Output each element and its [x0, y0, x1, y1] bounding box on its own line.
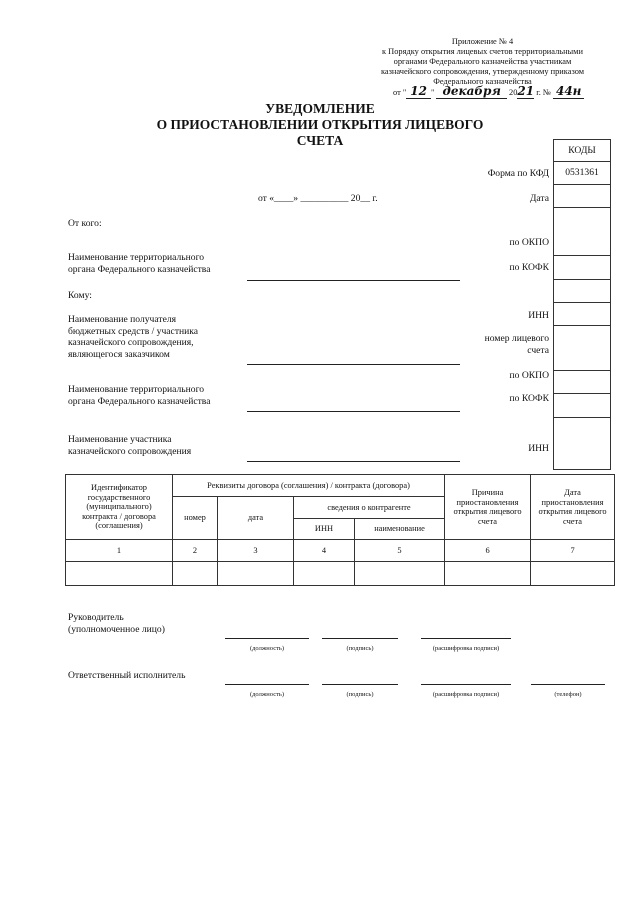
- label-head: [68, 612, 165, 635]
- label-account-l2: счета: [527, 344, 549, 356]
- exec-decode-field[interactable]: [421, 684, 511, 685]
- label-executor: Ответственный исполнитель: [68, 670, 186, 681]
- caption-phone: (телефон): [554, 691, 582, 698]
- code-kofk-1: [554, 256, 611, 280]
- table-row: [66, 562, 615, 586]
- th-date: дата: [218, 497, 294, 540]
- field-participant[interactable]: [247, 461, 460, 462]
- contracts-table: [65, 474, 615, 586]
- order-year-prefix: 20: [509, 88, 518, 97]
- appendix-line: органами Федерального казначейства участникам: [393, 57, 572, 66]
- head-position-field[interactable]: [225, 638, 309, 639]
- code-kofk-2: [554, 394, 611, 418]
- codes-table: [553, 139, 611, 470]
- th-identifier: Идентификатор государственного (муниципального) контракта / договора (соглашения): [66, 475, 173, 540]
- label-account-l1: номер лицевого: [484, 333, 549, 344]
- th-requisites: Реквизиты договора (соглашения) / контракта (договора): [173, 475, 445, 497]
- code-inn-1: [554, 303, 611, 326]
- label-recipient: [68, 314, 198, 360]
- th-name: наименование: [355, 519, 445, 540]
- col-number: 1: [66, 540, 173, 562]
- caption-position: (должность): [249, 691, 285, 698]
- exec-position-field[interactable]: [225, 684, 309, 685]
- th-inn: ИНН: [294, 519, 355, 540]
- code-date: [554, 185, 611, 208]
- order-year: 21: [517, 84, 535, 98]
- col-number: 2: [173, 540, 218, 562]
- exec-phone-field[interactable]: [531, 684, 605, 685]
- label-from: От кого:: [68, 218, 102, 229]
- table-cell[interactable]: [531, 562, 615, 586]
- label-treasury-1-l1: Наименование территориального: [68, 252, 205, 263]
- appendix-title: Приложение № 4: [451, 37, 514, 46]
- label-kofk-2: по КОФК: [509, 393, 549, 404]
- col-number: 4: [294, 540, 355, 562]
- order-month: декабря: [436, 84, 506, 99]
- th-contractor: сведения о контрагенте: [294, 497, 445, 519]
- label-okpo-2: по ОКПО: [509, 370, 549, 381]
- th-number: номер: [173, 497, 218, 540]
- label-head-l2: (уполномоченное лицо): [68, 623, 165, 635]
- codes-header: КОДЫ: [554, 140, 611, 162]
- caption-decode: (расшифровка подписи): [432, 691, 500, 698]
- table-cell[interactable]: [173, 562, 218, 586]
- label-head-l1: Руководитель: [68, 612, 124, 623]
- label-participant-l2: казначейского сопровождения: [68, 445, 192, 457]
- label-inn-2: ИНН: [528, 443, 549, 454]
- table-cell[interactable]: [294, 562, 355, 586]
- exec-signature-field[interactable]: [322, 684, 398, 685]
- label-participant: [68, 434, 191, 457]
- label-recipient-l3: казначейского сопровождения,: [68, 337, 194, 348]
- page-title: [150, 101, 490, 149]
- label-treasury-1: [68, 252, 210, 275]
- appendix-line: Федерального казначейства: [433, 77, 532, 86]
- label-account: [440, 333, 549, 356]
- caption-signature: (подпись): [346, 645, 374, 652]
- caption-decode: (расшифровка подписи): [432, 645, 500, 652]
- label-treasury-2-l2: органа Федерального казначейства: [68, 395, 211, 407]
- label-treasury-2-l1: Наименование территориального: [68, 384, 205, 395]
- order-line: [393, 86, 593, 98]
- code-account: [554, 326, 611, 371]
- table-cell[interactable]: [218, 562, 294, 586]
- label-recipient-l1: Наименование получателя: [68, 314, 177, 325]
- label-inn-1: ИНН: [528, 310, 549, 321]
- title-line-2: О ПРИОСТАНОВЛЕНИИ ОТКРЫТИЯ ЛИЦЕВОГО СЧЕТА: [156, 117, 484, 148]
- code-kfd: 0531361: [554, 162, 611, 185]
- code-okpo-2: [554, 371, 611, 394]
- table-cell[interactable]: [355, 562, 445, 586]
- table-cell[interactable]: [445, 562, 531, 586]
- title-line-1: УВЕДОМЛЕНИЕ: [265, 101, 375, 116]
- label-participant-l1: Наименование участника: [68, 434, 172, 445]
- field-recipient[interactable]: [247, 364, 460, 365]
- label-recipient-l2: бюджетных средств / участника: [68, 325, 199, 337]
- appendix-line: к Порядку открытия лицевых счетов территориальными: [382, 47, 583, 56]
- label-okpo-1: по ОКПО: [509, 237, 549, 248]
- head-decode-field[interactable]: [421, 638, 511, 639]
- date-line: от «____» __________ 20__ г.: [258, 193, 378, 204]
- code-inn-2: [554, 418, 611, 470]
- table-cell[interactable]: [66, 562, 173, 586]
- field-treasury-2[interactable]: [247, 411, 460, 412]
- col-number: 7: [531, 540, 615, 562]
- th-reason: Причина приостановления открытия лицевого счета: [445, 475, 531, 540]
- caption-signature: (подпись): [346, 691, 374, 698]
- col-number: 5: [355, 540, 445, 562]
- caption-position: (должность): [249, 645, 285, 652]
- col-number: 6: [445, 540, 531, 562]
- label-treasury-2: [68, 384, 210, 407]
- code-okpo-1: [554, 208, 611, 256]
- appendix-block: [360, 37, 605, 87]
- th-suspension-date: Дата приостановления открытия лицевого счета: [531, 475, 615, 540]
- order-day: 12: [406, 84, 431, 99]
- label-kofk-1: по КОФК: [509, 262, 549, 273]
- code-blank: [554, 280, 611, 303]
- appendix-line: казначейского сопровождения, утвержденному приказом: [380, 67, 585, 76]
- label-to: Кому:: [68, 290, 92, 301]
- order-prefix: от ": [393, 88, 407, 97]
- order-number: 44н: [553, 84, 584, 99]
- col-number: 3: [218, 540, 294, 562]
- order-year-suffix: г. №: [536, 88, 551, 97]
- head-signature-field[interactable]: [322, 638, 398, 639]
- label-treasury-1-l2: органа Федерального казначейства: [68, 263, 211, 275]
- label-date: Дата: [529, 193, 549, 204]
- label-recipient-l4: являющегося заказчиком: [68, 348, 170, 360]
- label-kfd: Форма по КФД: [487, 168, 549, 179]
- order-quote: ": [430, 88, 435, 97]
- field-treasury-1[interactable]: [247, 280, 460, 281]
